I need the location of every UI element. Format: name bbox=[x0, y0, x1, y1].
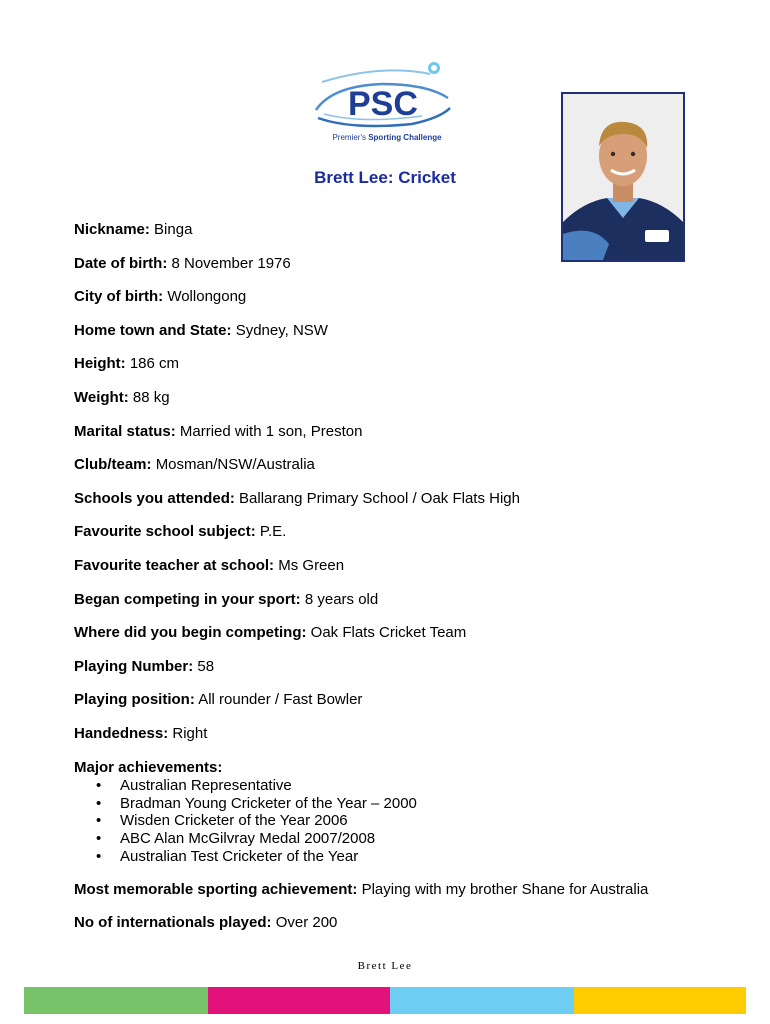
field-value: Oak Flats Cricket Team bbox=[310, 624, 467, 641]
field-value: Wollongong bbox=[167, 288, 247, 305]
field-began-competing bbox=[74, 591, 378, 609]
logo-tagline: Premier's Sporting Challenge bbox=[332, 133, 442, 142]
field-value: P.E. bbox=[259, 523, 287, 540]
field-label: Marital status: bbox=[74, 423, 176, 440]
color-bar-blue bbox=[390, 987, 574, 1014]
field-city-of-birth bbox=[74, 288, 246, 306]
field-label: Home town and State: bbox=[74, 322, 232, 339]
color-bar-magenta bbox=[208, 987, 390, 1014]
bullet-icon: • bbox=[96, 777, 102, 794]
field-favourite-teacher bbox=[74, 557, 344, 575]
field-label: City of birth: bbox=[74, 288, 164, 305]
list-item: • Australian Representative bbox=[96, 777, 292, 794]
field-label: Schools you attended: bbox=[74, 490, 235, 507]
field-label: Handedness: bbox=[74, 725, 169, 742]
field-handedness bbox=[74, 725, 207, 743]
field-weight bbox=[74, 389, 170, 407]
field-label: Favourite teacher at school: bbox=[74, 557, 275, 574]
page-title: Brett Lee: Cricket bbox=[314, 168, 456, 187]
field-marital-status bbox=[74, 423, 362, 441]
field-label: Most memorable sporting achievement: bbox=[74, 881, 358, 898]
field-nickname bbox=[74, 221, 192, 239]
list-item: • ABC Alan McGilvray Medal 2007/2008 bbox=[96, 830, 376, 848]
bullet-icon: • bbox=[96, 794, 102, 812]
field-value: Right bbox=[172, 725, 208, 742]
footer-name: Brett Lee bbox=[357, 960, 413, 972]
field-label: Began competing in your sport: bbox=[74, 591, 301, 608]
field-value: 58 bbox=[197, 658, 215, 675]
field-value: 186 cm bbox=[129, 355, 180, 372]
field-favourite-subject bbox=[74, 523, 286, 541]
field-label: Date of birth: bbox=[74, 255, 168, 272]
bullet-icon: • bbox=[96, 847, 102, 865]
field-schools bbox=[74, 490, 520, 508]
field-height bbox=[74, 355, 179, 373]
field-memorable-achievement bbox=[74, 881, 648, 899]
field-where-began bbox=[74, 624, 466, 642]
psc-logo bbox=[312, 58, 462, 150]
list-item: • Australian Test Cricketer of the Year bbox=[96, 847, 359, 865]
field-value: Sydney, NSW bbox=[235, 322, 328, 339]
field-date-of-birth bbox=[74, 255, 291, 273]
field-playing-number bbox=[74, 658, 214, 676]
field-label: Favourite school subject: bbox=[74, 523, 256, 540]
color-bar-yellow bbox=[574, 987, 746, 1014]
color-bar-green bbox=[24, 987, 208, 1014]
field-value: 8 years old bbox=[304, 591, 379, 608]
achievements-list bbox=[96, 777, 417, 865]
field-label: Weight: bbox=[74, 389, 129, 406]
field-value: Playing with my brother Shane for Australia bbox=[361, 881, 649, 898]
achievements-heading: Major achievements: bbox=[74, 759, 223, 776]
field-label: No of internationals played: bbox=[74, 914, 272, 931]
field-value: All rounder / Fast Bowler bbox=[198, 691, 363, 708]
field-home-town bbox=[74, 322, 328, 340]
field-label: Playing position: bbox=[74, 691, 195, 708]
field-internationals bbox=[74, 914, 337, 932]
list-item: • Wisden Cricketer of the Year 2006 bbox=[96, 812, 348, 830]
list-item: • Bradman Young Cricketer of the Year – 2000 bbox=[96, 794, 417, 812]
bullet-icon: • bbox=[96, 812, 102, 830]
field-value: Over 200 bbox=[275, 914, 338, 931]
bullet-icon: • bbox=[96, 830, 102, 848]
field-label: Where did you begin competing: bbox=[74, 624, 307, 641]
field-value: Ballarang Primary School / Oak Flats High bbox=[239, 490, 520, 507]
field-club-team bbox=[74, 456, 315, 474]
footer-color-bar bbox=[24, 987, 746, 1014]
field-label: Height: bbox=[74, 355, 126, 372]
logo-text: PSC bbox=[348, 85, 418, 123]
field-value: Mosman/NSW/Australia bbox=[155, 456, 315, 473]
field-value: Married with 1 son, Preston bbox=[179, 423, 363, 440]
field-label: Nickname: bbox=[74, 221, 150, 238]
field-label: Club/team: bbox=[74, 456, 152, 473]
field-value: 8 November 1976 bbox=[171, 255, 291, 272]
field-value: Ms Green bbox=[278, 557, 345, 574]
field-value: 88 kg bbox=[132, 389, 170, 406]
field-value: Binga bbox=[154, 221, 193, 238]
field-playing-position bbox=[74, 691, 362, 709]
field-label: Playing Number: bbox=[74, 658, 194, 675]
psc-logo-graphic bbox=[312, 58, 462, 150]
